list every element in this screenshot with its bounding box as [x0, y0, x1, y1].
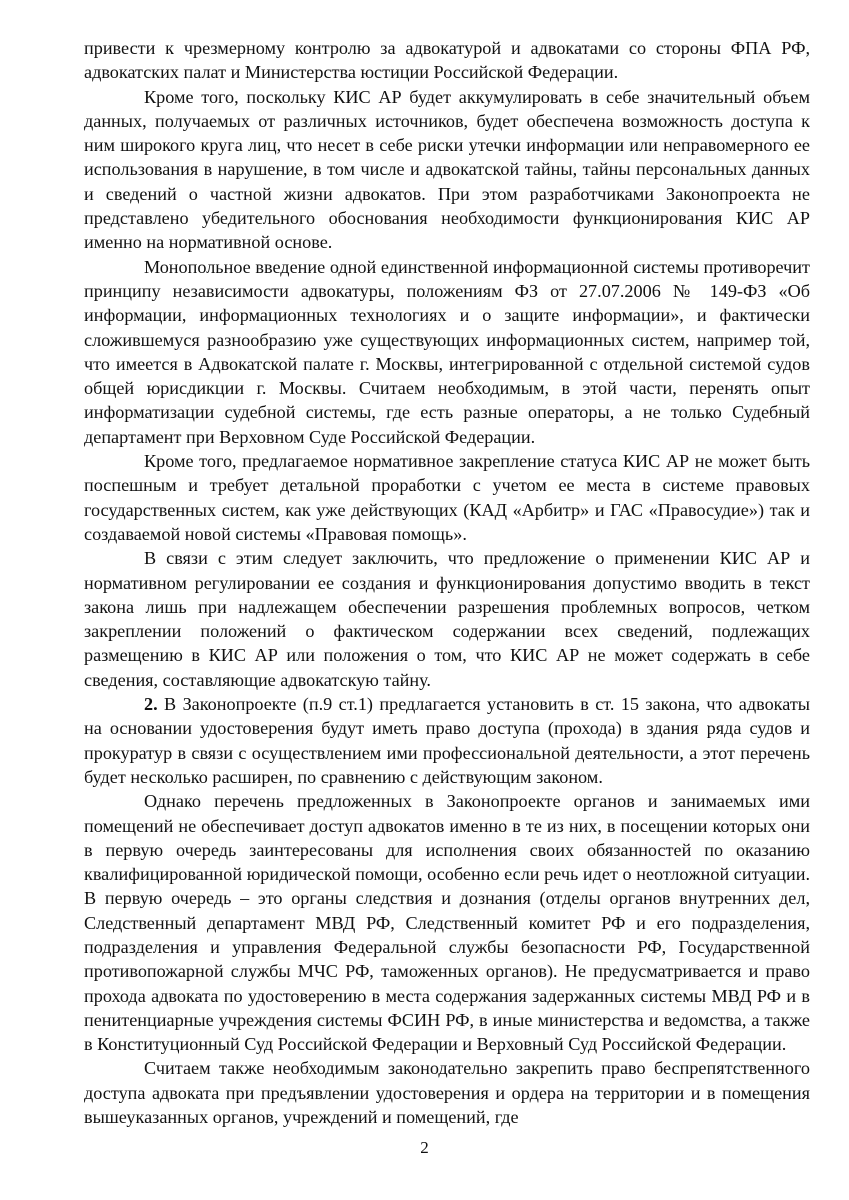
page-number: 2 — [420, 1138, 429, 1157]
paragraph-kis-status: Кроме того, предлагаемое нормативное закрепление статуса КИС АР не может быть поспешным и требует детальной проработки с учетом ее места в системе правовых государственных систем, как уже действующих (КАД «Арбитр» и ГАС «Правосудие») так и создаваемой новой системы «Правовая помощь». — [84, 451, 810, 544]
paragraph-consider: Считаем также необходимым законодательно закрепить право беспрепятственного доступа адвоката при предъявлении удостоверения и ордера на территории и в помещения вышеуказанных органов, учреждений и помещений, где — [84, 1058, 810, 1128]
paragraph-continuation: привести к чрезмерному контролю за адвокатурой и адвокатами со стороны ФПА РФ, адвокатских палат и Министерства юстиции Российской Федерации. — [84, 38, 810, 83]
point-number: 2. — [144, 694, 158, 715]
paragraph-kis-data-risks: Кроме того, поскольку КИС АР будет аккумулировать в себе значительный объем данных, получаемых от различных источников, будет обеспечена возможность доступа к ним широкого круга лиц, что несет в себе риски утечки информации или неправомерного ее использования в нарушение, в том числе и адвокатской тайны, тайны персональных данных и сведений о частной жизни адвокатов. При этом разработчиками Законопроекта не представлено убедительного обоснования необходимости функционирования КИС АР именно на нормативной основе. — [84, 86, 810, 253]
paragraph-conclusion: В связи с этим следует заключить, что предложение о применении КИС АР и нормативном регулировании ее создания и функционирования допустимо вводить в текст закона лишь при надлежащем обеспечении разрешения проблемных вопросов, четком закреплении положений о фактическом содержании всех сведений, подлежащих размещению в КИС АР или положения о том, что КИС АР не может содержать в себе сведения, составляющие адвокатскую тайну. — [84, 548, 810, 690]
paragraph-monopoly: Монопольное введение одной единственной информационной системы противоречит принципу независимости адвокатуры, положениям ФЗ от 27.07.2006 № 149-ФЗ «Об информации, информационных технологиях и о защите информации», и фактически сложившемуся разнообразию уже существующих информационных систем, например той, что имеется в Адвокатской палате г. Москвы, интегрированной с отдельной системой судов общей юрисдикции г. Москвы. Считаем необходимым, в этой части, перенять опыт информатизации судебной системы, где есть разные операторы, а не только Судебный департамент при Верховном Суде Российской Федерации. — [84, 256, 810, 447]
paragraph-access-list: Однако перечень предложенных в Законопроекте органов и занимаемых ими помещений не обеспечивает доступ адвокатов именно в те из них, в посещении которых они в первую очередь заинтересованы для исполнения своих обязанностей по оказанию квалифицированной юридической помощи, особенно если речь идет о неотложной ситуации. В первую очередь – это органы следствия и дознания (отделы органов внутренних дел, Следственный департамент МВД РФ, Следственный комитет РФ и его подразделения, подразделения и управления Федеральной службы безопасности РФ, Государственной противопожарной службы МЧС РФ, таможенных органов). Не предусматривается и право прохода адвоката по удостоверению в места содержания задержанных системы МВД РФ и в пенитенциарные учреждения системы ФСИН РФ, в иные министерства и ведомства, а также в Конституционный Суд Российской Федерации и Верховный Суд Российской Федерации. — [84, 791, 810, 1055]
paragraph-point-2 — [84, 692, 810, 789]
point-2-text: В Законопроекте (п.9 ст.1) предлагается установить в ст. 15 закона, что адвокаты на основании удостоверения будут иметь право доступа (прохода) в здания ряда судов и прокуратур в связи с осуществлением ими профессиональной деятельности, а этот перечень будет несколько расширен, по сравнению с действующим законом. — [84, 694, 810, 787]
document-page — [84, 36, 810, 1129]
